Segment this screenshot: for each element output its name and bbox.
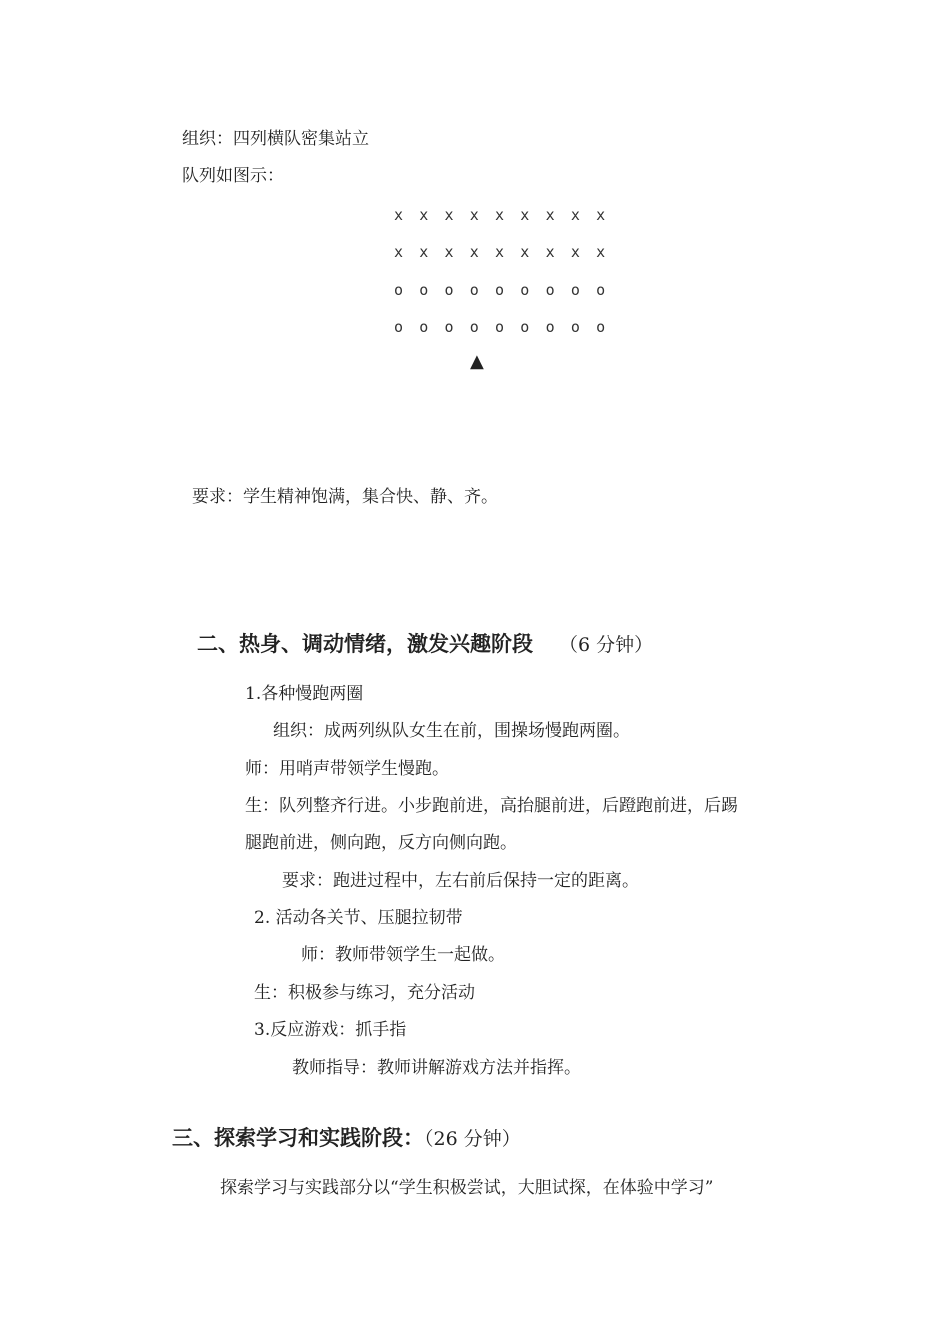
warmup-line: 2. 活动各关节、压腿拉韧带 [254,908,463,928]
warmup-line: 师：用哨声带领学生慢跑。 [245,759,449,779]
warmup-line: 师：教师带领学生一起做。 [301,945,505,965]
section-title: 二、热身、调动情绪，激发兴趣阶段 [197,632,533,656]
formation-row: o o o o o o o o o [394,318,609,336]
warmup-line: 1.各种慢跑两圈 [245,684,364,704]
organization-text: 组织：四列横队密集站立 [182,129,369,149]
formation-row: x x x x x x x x x [394,243,609,261]
formation-label: 队列如图示： [182,166,284,186]
requirement-text: 要求：学生精神饱满，集合快、静、齐。 [192,487,498,507]
section-duration: （26 分钟） [424,1128,521,1150]
section-title: 三、探索学习和实践阶段： [172,1126,424,1150]
practice-intro: 探索学习与实践部分以“学生积极尝试，大胆试探，在体验中学习” [220,1178,714,1198]
warmup-line: 要求：跑进过程中，左右前后保持一定的距离。 [282,871,639,891]
formation-row: o o o o o o o o o [394,281,609,299]
section-duration: （6 分钟） [559,634,654,656]
section-heading-practice [172,1124,521,1153]
warmup-line: 生：积极参与练习，充分活动 [254,983,475,1003]
warmup-line: 3.反应游戏：抓手指 [254,1020,407,1040]
warmup-line: 组织：成两列纵队女生在前，围操场慢跑两圈。 [273,721,630,741]
warmup-line: 教师指导：教师讲解游戏方法并指挥。 [292,1058,581,1078]
warmup-line: 生：队列整齐行进。小步跑前进，高抬腿前进，后蹬跑前进，后踢 [245,796,738,816]
section-heading-warmup [197,630,653,659]
formation-row: x x x x x x x x x [394,206,609,224]
teacher-triangle-icon: ▲ [470,351,484,372]
warmup-line: 腿跑前进，侧向跑，反方向侧向跑。 [245,833,517,853]
